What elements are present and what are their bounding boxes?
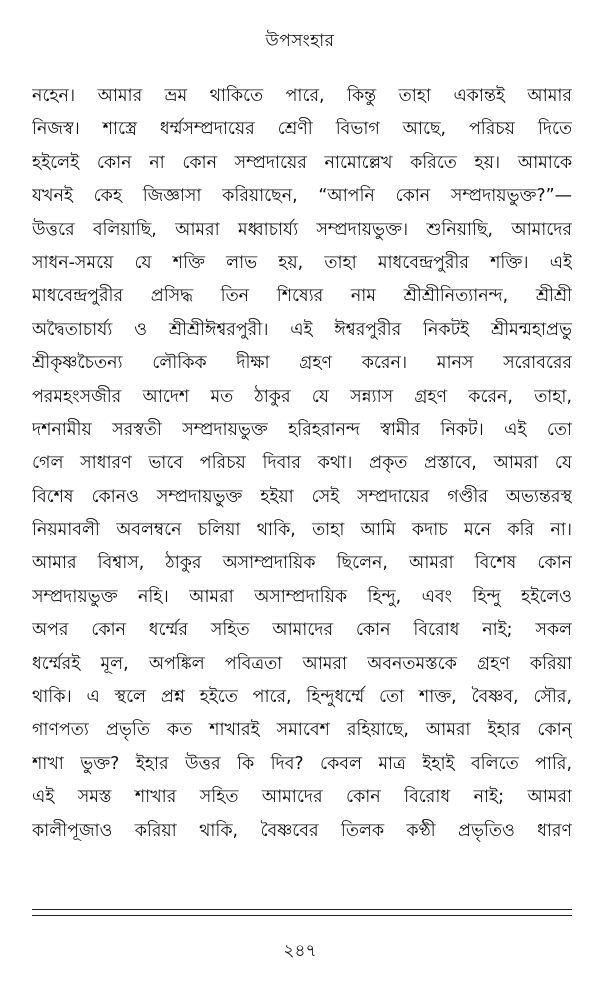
text-line: গেল সাধারণ ভাবে পরিচয় দিবার কথা। প্রকৃত প্রস্তাবে, আমরা যে bbox=[32, 453, 572, 474]
text-line: কালীপূজাও করিয়া থাকি, বৈষ্ণবের তিলক কণ্ঠী প্রভৃতিও ধারণ bbox=[32, 820, 572, 841]
footer-rule-top bbox=[32, 909, 572, 910]
text-line: থাকি। এ স্থলে প্রশ্ন হইতে পারে, হিন্দুধর্ম্মে তো শাক্ত, বৈষ্ণব, সৌর, bbox=[32, 687, 572, 708]
text-line: দশনামীয় সরস্বতী সম্প্রদায়ভুক্ত হরিহরানন্দ স্বামীর নিকট। এই তো bbox=[32, 419, 572, 440]
text-line: যখনই কেহ জিজ্ঞাসা করিয়াছেন, “আপনি কোন সম্প্রদায়ভুক্ত?”— bbox=[32, 186, 572, 207]
running-head: উপসংহার bbox=[265, 31, 335, 51]
text-line: পরমহংসজীর আদেশ মত ঠাকুর যে সন্ন্যাস গ্রহণ করেন, তাহা, bbox=[32, 386, 572, 407]
text-line: শাখা ভুক্ত? ইহার উত্তর কি দিব? কেবল মাত্র ইহাই বলিতে পারি, bbox=[32, 753, 572, 774]
text-line: বিশেষ কোনও সম্প্রদায়ভুক্ত হইয়া সেই সম্প্রদায়ের গণ্ডীর অভ্যন্তরস্থ bbox=[32, 486, 572, 507]
text-line: নিয়মাবলী অবলম্বনে চলিয়া থাকি, তাহা আমি কদাচ মনে করি না। bbox=[32, 520, 572, 541]
text-line: অদ্বৈতাচার্য্য ও শ্রীশ্রীঈশ্বরপুরী। এই ঈশ্বরপুরীর নিকটই শ্রীমন্মহাপ্রভু bbox=[32, 319, 572, 340]
body-text bbox=[32, 80, 572, 848]
text-line: হইলেই কোন না কোন সম্প্রদায়ের নামোল্লেখ করিতে হয়। আমাকে bbox=[32, 152, 572, 173]
text-line: সাধন-সময়ে যে শক্তি লাভ হয়, তাহা মাধবেন্দ্রপুরীর শক্তি। এই bbox=[32, 252, 572, 273]
text-line: সম্প্রদায়ভুক্ত নহি। আমরা অসাম্প্রদায়িক হিন্দু, এবং হিন্দু হইলেও bbox=[32, 586, 572, 607]
text-line: এই সমস্ত শাখার সহিত আমাদের কোন বিরোধ নাই; আমরা bbox=[32, 787, 572, 808]
text-line: মাধবেন্দ্রপুরীর প্রসিদ্ধ তিন শিষ্যের নাম শ্রীশ্রীনিত্যানন্দ, শ্রীশ্রী bbox=[32, 286, 572, 307]
footer-rule-bottom bbox=[32, 915, 572, 916]
text-line: ধর্ম্মেরই মূল, অপঙ্কিল পবিত্রতা আমরা অবনতমস্তকে গ্রহণ করিয়া bbox=[32, 653, 572, 674]
text-line: গাণপত্য প্রভৃতি কত শাখারই সমাবেশ রহিয়াছে, আমরা ইহার কোন্ bbox=[32, 720, 572, 741]
text-line: শ্রীকৃষ্ণচৈতন্য লৌকিক দীক্ষা গ্রহণ করেন। মানস সরোবরের bbox=[32, 353, 572, 374]
text-line: অপর কোন ধর্ম্মের সহিত আমাদের কোন বিরোধ নাই; সকল bbox=[32, 620, 572, 641]
text-line: নিজস্ব। শাস্ত্রে ধর্ম্মসম্প্রদায়ের শ্রেণী বিভাগ আছে, পরিচয় দিতে bbox=[32, 119, 572, 140]
page-number: ২৪৭ bbox=[283, 941, 317, 961]
text-line: নহেন। আমার ভ্রম থাকিতে পারে, কিন্তু তাহা একান্তই আমার bbox=[32, 86, 572, 106]
text-line: উত্তরে বলিয়াছি, আমরা মধ্বাচার্য্য সম্প্রদায়ভুক্ত। শুনিয়াছি, আমাদের bbox=[32, 219, 572, 240]
text-line: আমার বিশ্বাস, ঠাকুর অসাম্প্রদায়িক ছিলেন, আমরা বিশেষ কোন bbox=[32, 553, 572, 574]
